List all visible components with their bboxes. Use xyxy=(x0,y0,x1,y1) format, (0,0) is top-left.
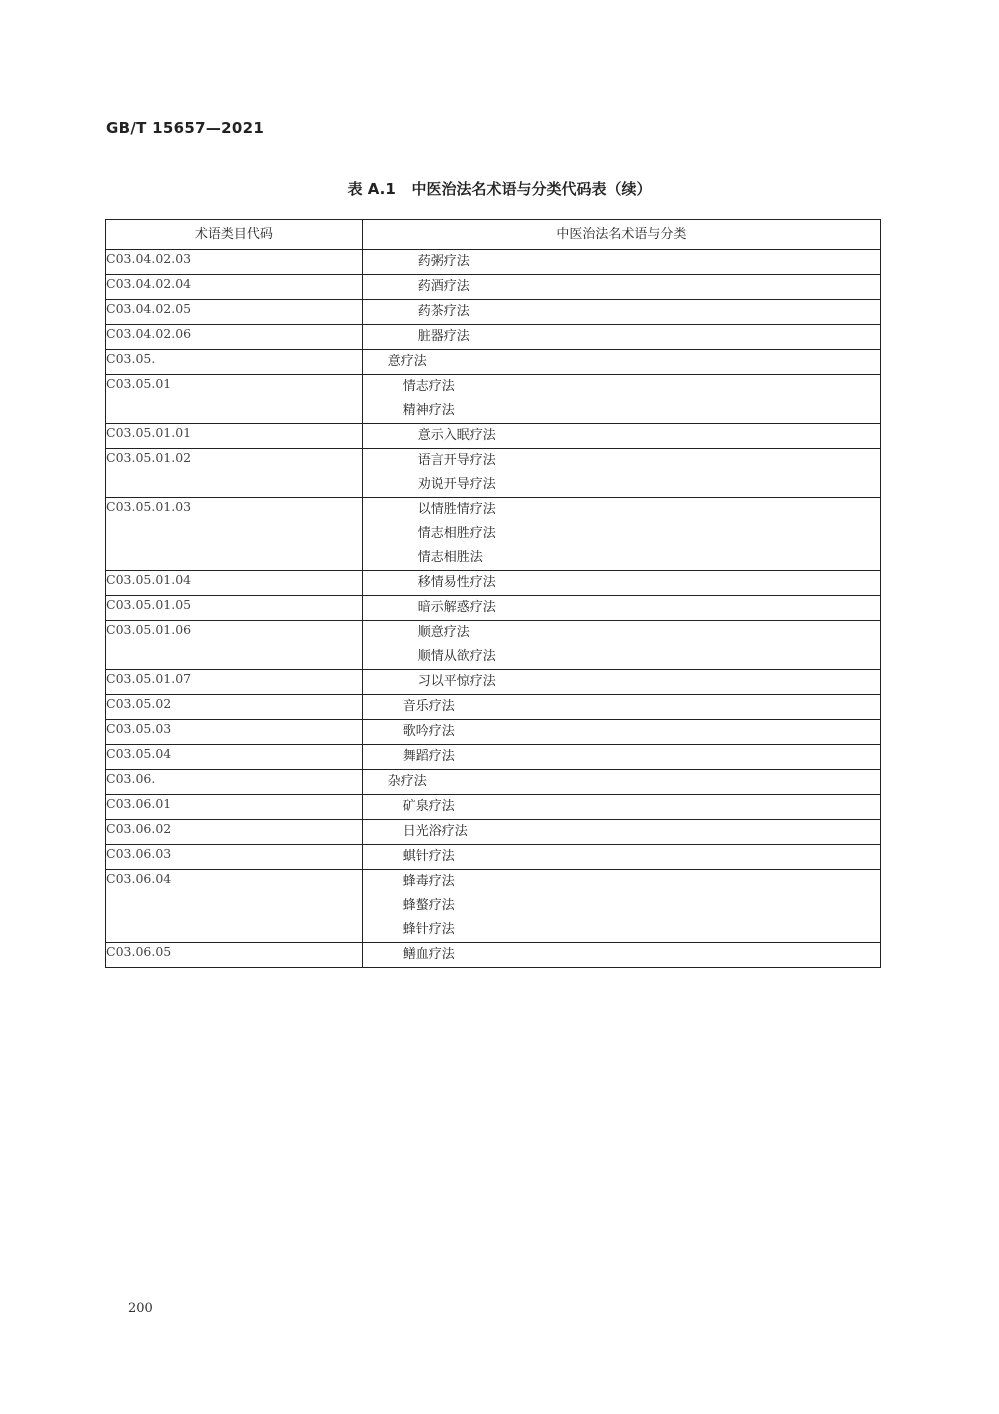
term-code-cell: C03.05.02 xyxy=(106,695,363,720)
term-code-cell: C03.05.04 xyxy=(106,745,363,770)
table-row xyxy=(106,720,881,745)
term-name-cell xyxy=(362,845,880,870)
term-name-cell xyxy=(362,795,880,820)
term-name-cell xyxy=(362,720,880,745)
term-code-cell: C03.06.02 xyxy=(106,820,363,845)
term-name-cell xyxy=(362,300,880,325)
term-code-cell: C03.04.02.05 xyxy=(106,300,363,325)
term-name-cell xyxy=(362,745,880,770)
column-header-code: 术语类目代码 xyxy=(106,220,363,250)
term-name-cell xyxy=(362,250,880,275)
table-row xyxy=(106,695,881,720)
table-row xyxy=(106,621,881,670)
term-name: 移情易性疗法 xyxy=(417,575,496,590)
table-row xyxy=(106,375,881,424)
term-name: 药粥疗法 xyxy=(417,254,470,269)
table-row xyxy=(106,870,881,943)
term-name: 药酒疗法 xyxy=(417,279,470,294)
table-row xyxy=(106,845,881,870)
term-name-cell xyxy=(362,375,880,424)
term-name-cell xyxy=(362,943,880,968)
term-name: 意示入眠疗法 xyxy=(417,428,496,443)
term-code-cell: C03.05.01.05 xyxy=(106,596,363,621)
term-name-cell xyxy=(362,621,880,670)
table-row xyxy=(106,745,881,770)
table-row xyxy=(106,795,881,820)
term-name: 情志相胜疗法 xyxy=(417,526,496,541)
term-name-cell xyxy=(362,498,880,571)
table-row xyxy=(106,424,881,449)
term-code-cell: C03.06.01 xyxy=(106,795,363,820)
term-name-cell xyxy=(362,350,880,375)
table-row xyxy=(106,770,881,795)
term-name-cell xyxy=(362,820,880,845)
term-code-cell: C03.05.01.04 xyxy=(106,571,363,596)
page-number: 200 xyxy=(128,1301,153,1316)
term-name: 劝说开导疗法 xyxy=(417,477,496,492)
term-code-cell: C03.05.03 xyxy=(106,720,363,745)
term-code-cell: C03.05.01.03 xyxy=(106,498,363,571)
term-name-cell xyxy=(362,571,880,596)
table-row xyxy=(106,449,881,498)
table-row xyxy=(106,325,881,350)
term-code-cell: C03.06.04 xyxy=(106,870,363,943)
term-name-cell xyxy=(362,695,880,720)
term-name-cell xyxy=(362,325,880,350)
term-name: 药茶疗法 xyxy=(417,304,470,319)
term-code-cell: C03.04.02.06 xyxy=(106,325,363,350)
standard-code: GB/T 15657—2021 xyxy=(106,119,265,137)
term-name: 舞蹈疗法 xyxy=(402,749,455,764)
term-name: 歌吟疗法 xyxy=(402,724,455,739)
term-name: 杂疗法 xyxy=(387,774,427,789)
term-code-table xyxy=(105,219,881,968)
table-header-row xyxy=(106,220,881,250)
term-code-cell: C03.04.02.03 xyxy=(106,250,363,275)
term-name: 意疗法 xyxy=(387,354,427,369)
term-code-cell: C03.05.01.06 xyxy=(106,621,363,670)
term-name: 日光浴疗法 xyxy=(402,824,468,839)
table-row xyxy=(106,820,881,845)
term-name: 脏器疗法 xyxy=(417,329,470,344)
term-name-cell xyxy=(362,670,880,695)
term-name-cell xyxy=(362,596,880,621)
term-code-cell: C03.06.03 xyxy=(106,845,363,870)
term-code-cell: C03.05. xyxy=(106,350,363,375)
term-name-cell xyxy=(362,424,880,449)
term-name: 情志相胜法 xyxy=(417,550,483,565)
term-name: 鳝血疗法 xyxy=(402,947,455,962)
table-row xyxy=(106,300,881,325)
table-row xyxy=(106,498,881,571)
table-row xyxy=(106,275,881,300)
term-name: 顺情从欲疗法 xyxy=(417,649,496,664)
table-row xyxy=(106,670,881,695)
term-code-cell: C03.04.02.04 xyxy=(106,275,363,300)
table-row xyxy=(106,250,881,275)
term-name: 蜂毒疗法 xyxy=(402,874,455,889)
term-name-cell xyxy=(362,770,880,795)
term-name-cell xyxy=(362,449,880,498)
table-body xyxy=(106,250,881,968)
term-name: 精神疗法 xyxy=(402,403,455,418)
table-row xyxy=(106,350,881,375)
table-row xyxy=(106,943,881,968)
term-code-cell: C03.06. xyxy=(106,770,363,795)
column-header-term: 中医治法名术语与分类 xyxy=(362,220,880,250)
table-row xyxy=(106,571,881,596)
table-row xyxy=(106,596,881,621)
table-title: 表 A.1 中医治法名术语与分类代码表（续） xyxy=(347,180,652,198)
term-code-cell: C03.05.01.02 xyxy=(106,449,363,498)
term-name: 暗示解惑疗法 xyxy=(417,600,496,615)
term-name: 音乐疗法 xyxy=(402,699,455,714)
term-name: 顺意疗法 xyxy=(417,625,470,640)
term-name: 情志疗法 xyxy=(402,379,455,394)
term-code-cell: C03.05.01.01 xyxy=(106,424,363,449)
term-name: 语言开导疗法 xyxy=(417,453,496,468)
term-name-cell xyxy=(362,275,880,300)
term-code-cell: C03.06.05 xyxy=(106,943,363,968)
term-name: 习以平惊疗法 xyxy=(417,674,496,689)
term-name: 以情胜情疗法 xyxy=(417,502,496,517)
term-name: 蜂针疗法 xyxy=(402,922,455,937)
term-name: 蜂螯疗法 xyxy=(402,898,455,913)
term-code-cell: C03.05.01.07 xyxy=(106,670,363,695)
term-name: 蜞针疗法 xyxy=(402,849,455,864)
term-name: 矿泉疗法 xyxy=(402,799,455,814)
term-name-cell xyxy=(362,870,880,943)
term-code-cell: C03.05.01 xyxy=(106,375,363,424)
